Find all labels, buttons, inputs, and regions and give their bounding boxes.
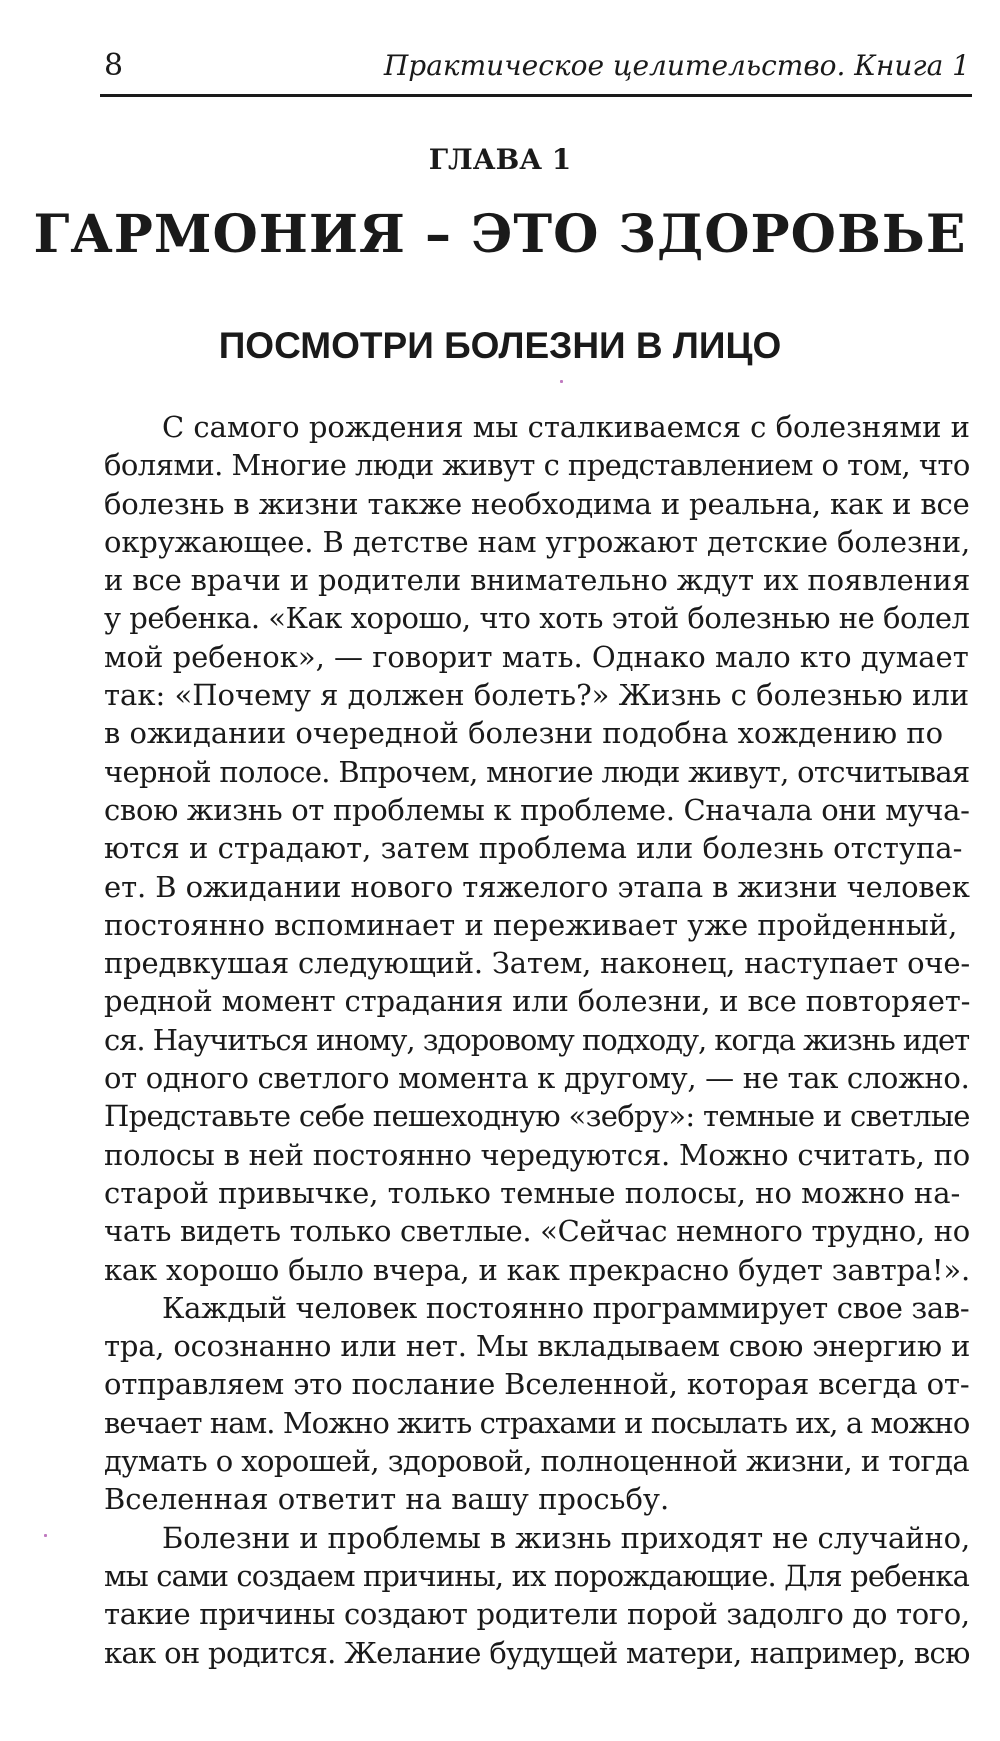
text-line: как хорошо было вчера, и как прекрасно будет завтра!».	[104, 1252, 970, 1287]
text-line: вечает нам. Можно жить страхами и посылать их, а можно	[104, 1405, 970, 1440]
text-line: Каждый человек постоянно программирует свое зав-	[162, 1290, 970, 1325]
running-title: Практическое целительство. Книга 1	[383, 49, 970, 82]
text-line: свою жизнь от проблемы к проблеме. Сначала они муча-	[104, 792, 970, 827]
text-line: Вселенная ответит на вашу просьбу.	[104, 1482, 670, 1517]
text-line: от одного светлого момента к другому, — не так сложно.	[104, 1061, 970, 1096]
section-title: ПОСМОТРИ БОЛЕЗНИ В ЛИЦО	[218, 325, 782, 366]
text-line: чать видеть только светлые. «Сейчас немного трудно, но	[104, 1214, 970, 1249]
chapter-label: ГЛАВА 1	[428, 143, 572, 176]
text-line: Представьте себе пешеходную «зебру»: темные и светлые	[104, 1099, 970, 1134]
text-line: думать о хорошей, здоровой, полноценной жизни, и тогда	[104, 1444, 970, 1479]
page-number: 8	[104, 48, 124, 83]
text-line: в ожидании очередной болезни подобна хождению по	[104, 716, 944, 751]
body-text	[104, 408, 970, 1672]
text-line: болями. Многие люди живут с представлением о том, что	[104, 448, 970, 483]
text-line: черной полосе. Впрочем, многие люди живут, отсчитывая	[104, 754, 970, 789]
text-line: С самого рождения мы сталкиваемся с болезнями и	[162, 410, 970, 444]
text-line: как он родится. Желание будущей матери, например, всю	[104, 1635, 970, 1670]
text-line: редной момент страдания или болезни, и все повторяет-	[104, 984, 971, 1019]
header-rule	[100, 94, 972, 97]
ink-speck	[44, 1534, 47, 1537]
chapter-title: ГАРМОНИЯ – ЭТО ЗДОРОВЬЕ	[33, 204, 967, 265]
text-line: мы сами создаем причины, их порождающие. Для ребенка	[104, 1558, 970, 1593]
text-line: у ребенка. «Как хорошо, что хоть этой болезнью не болел	[104, 601, 970, 636]
text-line: болезнь в жизни также необходима и реальна, как и все	[104, 486, 970, 521]
text-line: предвкушая следующий. Затем, наконец, наступает оче-	[104, 946, 970, 981]
text-line: мой ребенок», — говорит мать. Однако мало кто думает	[104, 639, 969, 674]
text-line: полосы в ней постоянно чередуются. Можно считать, по	[104, 1137, 970, 1172]
text-line: отправляем это послание Вселенной, которая всегда от-	[104, 1367, 970, 1402]
text-line: и все врачи и родители внимательно ждут их появления	[104, 563, 971, 598]
text-line: Болезни и проблемы в жизнь приходят не случайно,	[162, 1520, 971, 1555]
text-line: тра, осознанно или нет. Мы вкладываем свою энергию и	[104, 1329, 971, 1364]
text-line: ются и страдают, затем проблема или болезнь отступа-	[104, 831, 963, 866]
ink-speck	[560, 380, 563, 383]
text-line: старой привычке, только темные полосы, но можно на-	[104, 1175, 961, 1210]
text-line: так: «Почему я должен болеть?» Жизнь с болезнью или	[104, 678, 970, 713]
running-header	[100, 42, 970, 92]
text-line: ет. В ожидании нового тяжелого этапа в жизни человек	[104, 869, 970, 904]
text-line: такие причины создают родители порой задолго до того,	[104, 1597, 970, 1632]
text-line: ся. Научиться иному, здоровому подходу, когда жизнь идет	[104, 1022, 970, 1057]
text-line: постоянно вспоминает и переживает уже пройденный,	[104, 907, 958, 942]
text-line: окружающее. В детстве нам угрожают детские болезни,	[104, 524, 971, 559]
